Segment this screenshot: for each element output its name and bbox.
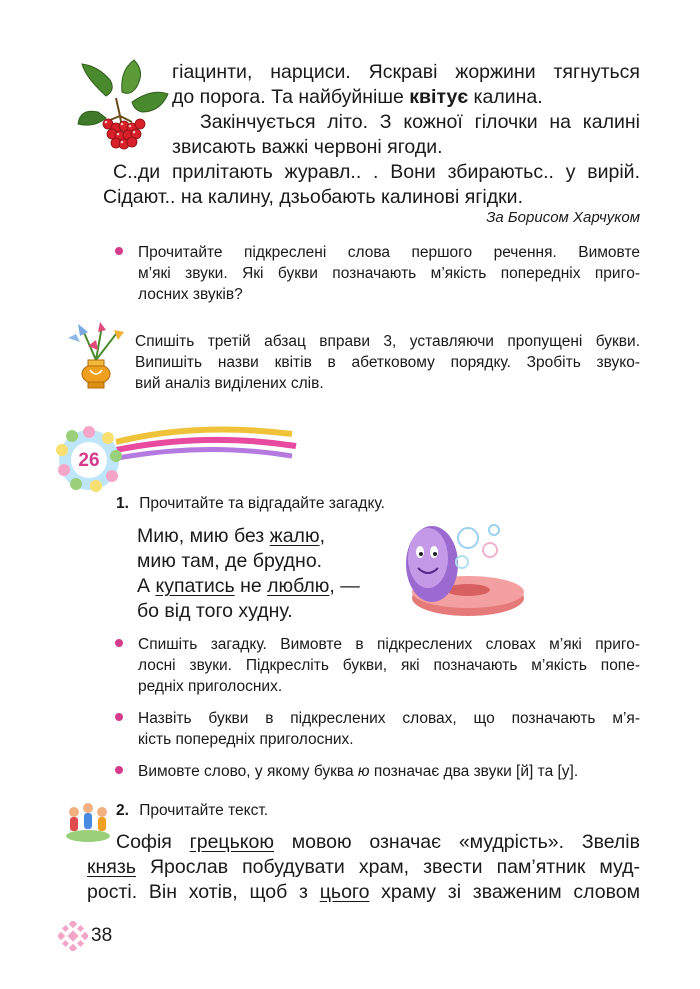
task-copy-paragraph: Спишіть третій абзац вправи 3, уставляючи пропущені букви. Випишіть назви квітів в абетковому порядку. Зробіть звуко- вий аналіз виділених слів. [135, 333, 640, 392]
underlined-word: князь [87, 856, 136, 878]
bullet-icon [115, 247, 123, 255]
bullet-icon [115, 713, 123, 721]
bold-word: квітує [409, 86, 469, 108]
soap-illustration [398, 518, 528, 618]
exercise-number: 2. [116, 802, 129, 819]
task-name-letters: Назвіть букви в підкреслених словах, що позначають м’я- кість попередніх приголосних. [138, 710, 640, 748]
task-pronounce-word: Вимовте слово, у якому буква ю позначає два звуки [й] та [у]. [138, 763, 579, 780]
children-reading-icon [64, 800, 112, 844]
text-line: до порога. Та найбуйніше квітує калина. [172, 86, 543, 108]
task-copy-riddle: Спишіть загадку. Вимовте в підкреслених словах м’які приго- лосні звуки. Підкресліть букви, які позначають м’якість попе- редніх приголосних. [138, 636, 640, 695]
exercise-2-text-cont: князь Ярослав побудувати храм, звести пам’ятник муд- рості. Він хотів, щоб з цього храму зі зваженим словом [87, 856, 640, 903]
exercise-2-header [116, 800, 268, 821]
underlined-word: купатись [155, 575, 235, 597]
exercise-2-text: Софія грецькою мовою означає «мудрість». Звелів [116, 831, 641, 853]
text-line: гіацинти, нарциси. Яскраві жоржини тягнуться [172, 61, 640, 83]
underlined-word: цього [319, 881, 370, 903]
lesson-number: 26 [78, 450, 100, 471]
page-ornament-icon [58, 921, 88, 951]
reading-text [172, 60, 640, 160]
underlined-word: грецькою [189, 831, 274, 853]
exercise-1-header [116, 493, 385, 514]
bullet-icon [115, 639, 123, 647]
flower-vase-icon [66, 322, 128, 390]
exercise-instruction: Прочитайте та відгадайте загадку. [139, 495, 385, 512]
underlined-word: люблю [267, 575, 330, 597]
text-line: звисають важкі червоні ягоди. [172, 136, 443, 158]
viburnum-illustration [76, 58, 172, 150]
text-line: Сідают.. на калину, дзьобають калинові ягідки. [103, 186, 523, 208]
reading-text-cont [103, 160, 640, 210]
page-number: 38 [91, 925, 113, 946]
author-attribution: За Борисом Харчуком [486, 209, 640, 226]
bullet-icon [115, 766, 123, 774]
exercise-instruction: Прочитайте текст. [139, 802, 269, 819]
exercise-number: 1. [116, 495, 129, 512]
text-line: Закінчується літо. З кожної гілочки на калині [200, 111, 640, 133]
text-line: С..ди прилітають журавл.. . Вони збираютьс.. у вирій. [113, 161, 640, 183]
task-read-underlined: Прочитайте підкреслені слова першого речення. Вимовте м’які звуки. Які букви позначають м’якість попередніх пригo- лосних звуків? [138, 244, 640, 303]
riddle: Мию, мию без жалю, мию там, де брудно. А купатись не люблю, — бо від того худну. [137, 525, 360, 622]
italic-letter: ю [357, 763, 370, 780]
underlined-word: жалю [269, 525, 320, 547]
